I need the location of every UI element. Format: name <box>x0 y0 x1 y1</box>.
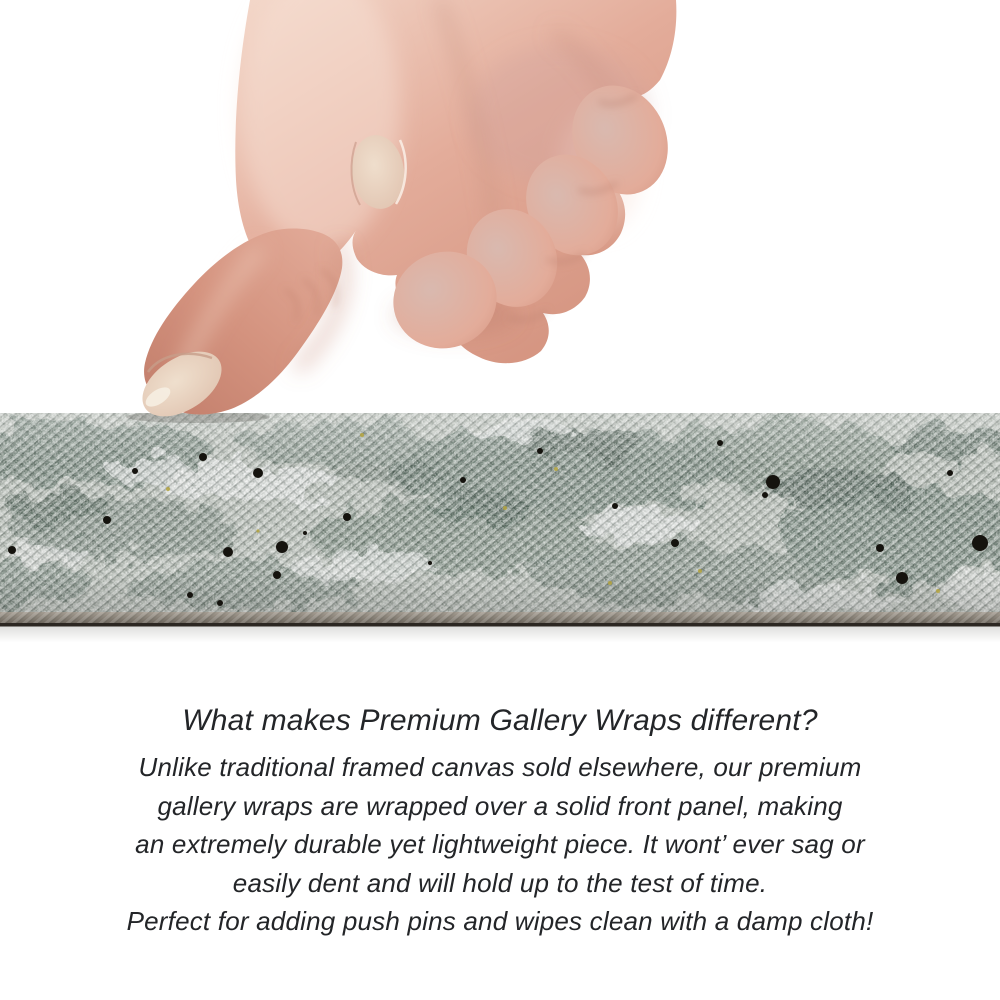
caption-title: What makes Premium Gallery Wraps different? <box>182 704 818 737</box>
canvas-fold-seam <box>0 623 1000 627</box>
caption-line-1: Unlike traditional framed canvas sold elsewhere, our premium <box>138 752 862 782</box>
thumb <box>131 228 344 429</box>
caption <box>0 702 1000 941</box>
caption-line-3: an extremely durable yet lightweight piece. It wont’ ever sag or <box>135 829 865 859</box>
caption-line-4: easily dent and will hold up to the test of time. <box>232 867 768 898</box>
canvas-edge-photo <box>0 413 1000 645</box>
canvas-face <box>0 413 1000 613</box>
caption-line-2: gallery wraps are wrapped over a solid front panel, making <box>157 790 843 821</box>
canvas-drop-shadow <box>0 627 1000 643</box>
hand-photo <box>0 0 1000 432</box>
caption-line-5: Perfect for adding push pins and wipes clean with a damp cloth! <box>126 906 874 936</box>
